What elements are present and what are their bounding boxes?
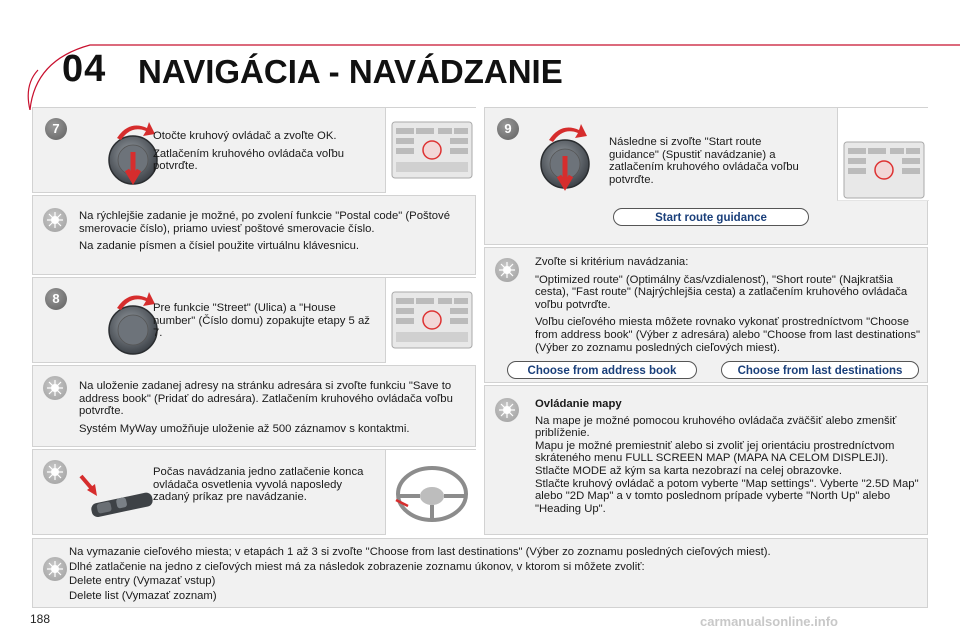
tip-panel-route-criteria — [484, 247, 928, 383]
bottom-line-1: Na vymazanie cieľového miesta; v etapách 1 až 3 si zvoľte "Choose from last destinations" (Výber zo zoznamu posledných cieľových miest). — [69, 546, 771, 558]
choose-from-address-book-button[interactable]: Choose from address book — [507, 361, 697, 379]
map-control-heading: Ovládanie mapy — [535, 398, 622, 410]
step-9-panel — [484, 107, 928, 245]
tip-5-line-4: Stlačte kruhový ovládač a potom vyberte "Map settings". Vyberte "2.5D Map" alebo "2D Map" a v tomto poslednom prípade vyberte "North Up" alebo "Heading Up". — [535, 477, 919, 515]
chapter-number: 04 — [62, 48, 107, 90]
tip-5-line-2: Mapu je možné premiestniť alebo si zvoliť jej orientáciu prostredníctvom skráteného menu FULL SCREEN MAP (MAPA NA CELOM DISPLEJI). — [535, 439, 895, 465]
step-7-line-2: Zatlačením kruhového ovládača voľbu potvrďte. — [153, 147, 345, 173]
step-9-text: Následne si zvoľte "Start route guidance" (Spustiť navádzanie) a zatlačením kruhového ovládača voľbu potvrďte. — [609, 136, 799, 186]
step-7-panel — [32, 107, 476, 193]
step-8-panel — [32, 277, 476, 363]
radio-unit-thumbnail — [385, 278, 477, 363]
tip-5-line-3: Stlačte MODE až kým sa karta nezobrazí na celej obrazovke. — [535, 464, 843, 477]
lightbulb-icon — [43, 208, 67, 232]
step-number-badge: 7 — [45, 118, 67, 140]
lightbulb-icon — [43, 557, 67, 581]
lightbulb-icon — [43, 376, 67, 400]
choose-from-last-destinations-button[interactable]: Choose from last destinations — [721, 361, 919, 379]
tip-5-line-1: Na mape je možné pomocou kruhového ovládača zväčšiť alebo zmenšiť priblíženie. — [535, 414, 897, 440]
step-number-badge: 8 — [45, 288, 67, 310]
tip-panel-postal-code — [32, 195, 476, 275]
tip-panel-lighting-stalk — [32, 449, 476, 535]
tip-1-line-2: Na zadanie písmen a čísiel použite virtuálnu klávesnicu. — [79, 240, 360, 253]
tip-1-line-1: Na rýchlejšie zadanie je možné, po zvolení funkcie "Postal code" (Poštové smerovacie číslo), priamo uviesť poštové smerovacie číslo. — [79, 210, 450, 235]
tip-2-line-1: Na uloženie zadanej adresy na stránku adresára si zvoľte funkciu "Save to address book" (Pridať do adresára). Zatlačením kruhového ovládača voľbu potvrďte. — [79, 380, 453, 418]
page-number: 188 — [30, 612, 51, 626]
tip-panel-map-control — [484, 385, 928, 535]
lightbulb-icon — [43, 460, 67, 484]
tip-4-line-3: Voľbu cieľového miesta môžete rovnako vykonať prostredníctvom "Choose from address book" (Výber z adresára) alebo "Choose from last destinations" (Výber zo zoznamu posledných cieľových miest). — [535, 316, 921, 354]
lightbulb-icon — [495, 398, 519, 422]
radio-unit-thumbnail — [837, 108, 929, 201]
bottom-line-4: Delete list (Vymazať zoznam) — [69, 589, 217, 602]
lighting-stalk-icon — [73, 468, 155, 528]
watermark: carmanualsonline.info — [700, 614, 838, 629]
tip-panel-address-book — [32, 365, 476, 447]
tip-panel-delete-destinations — [32, 538, 928, 608]
rotary-knob-icon — [535, 114, 595, 198]
tip-4-line-2: "Optimized route" (Optimálny čas/vzdialenosť), "Short route" (Najkratšia cesta), "Fast route" (Najrýchlejšia cesta) a zatlačením kruhového ovládača voľbu potvrďte. — [535, 273, 908, 311]
step-number-badge: 9 — [497, 118, 519, 140]
bottom-line-3: Delete entry (Vymazať vstup) — [69, 575, 216, 588]
tip-4-line-1: Zvoľte si kritérium navádzania: — [535, 256, 689, 268]
tip-2-line-2: Systém MyWay umožňuje uloženie až 500 záznamov s kontaktmi. — [79, 422, 410, 435]
bottom-line-2: Dlhé zatlačenie na jedno z cieľových miest má za následok zobrazenie zoznamu úkonov, v ktorom si môžete zvoliť: — [69, 560, 645, 573]
step-7-line-1: Otočte kruhový ovládač a zvoľte OK. — [153, 130, 337, 142]
lightbulb-icon — [495, 258, 519, 282]
step-8-text: Pre funkcie "Street" (Ulica) a "House number" (Číslo domu) zopakujte etapy 5 až 7. — [153, 302, 370, 340]
page-title: NAVIGÁCIA - NAVÁDZANIE — [138, 53, 563, 90]
radio-unit-thumbnail — [385, 108, 477, 193]
start-route-guidance-button[interactable]: Start route guidance — [613, 208, 809, 226]
steering-wheel-thumbnail — [385, 450, 477, 535]
tip-3-text: Počas navádzania jedno zatlačenie konca ovládača osvetlenia vyvolá naposledy zadaný príkaz pre navádzanie. — [153, 466, 364, 504]
